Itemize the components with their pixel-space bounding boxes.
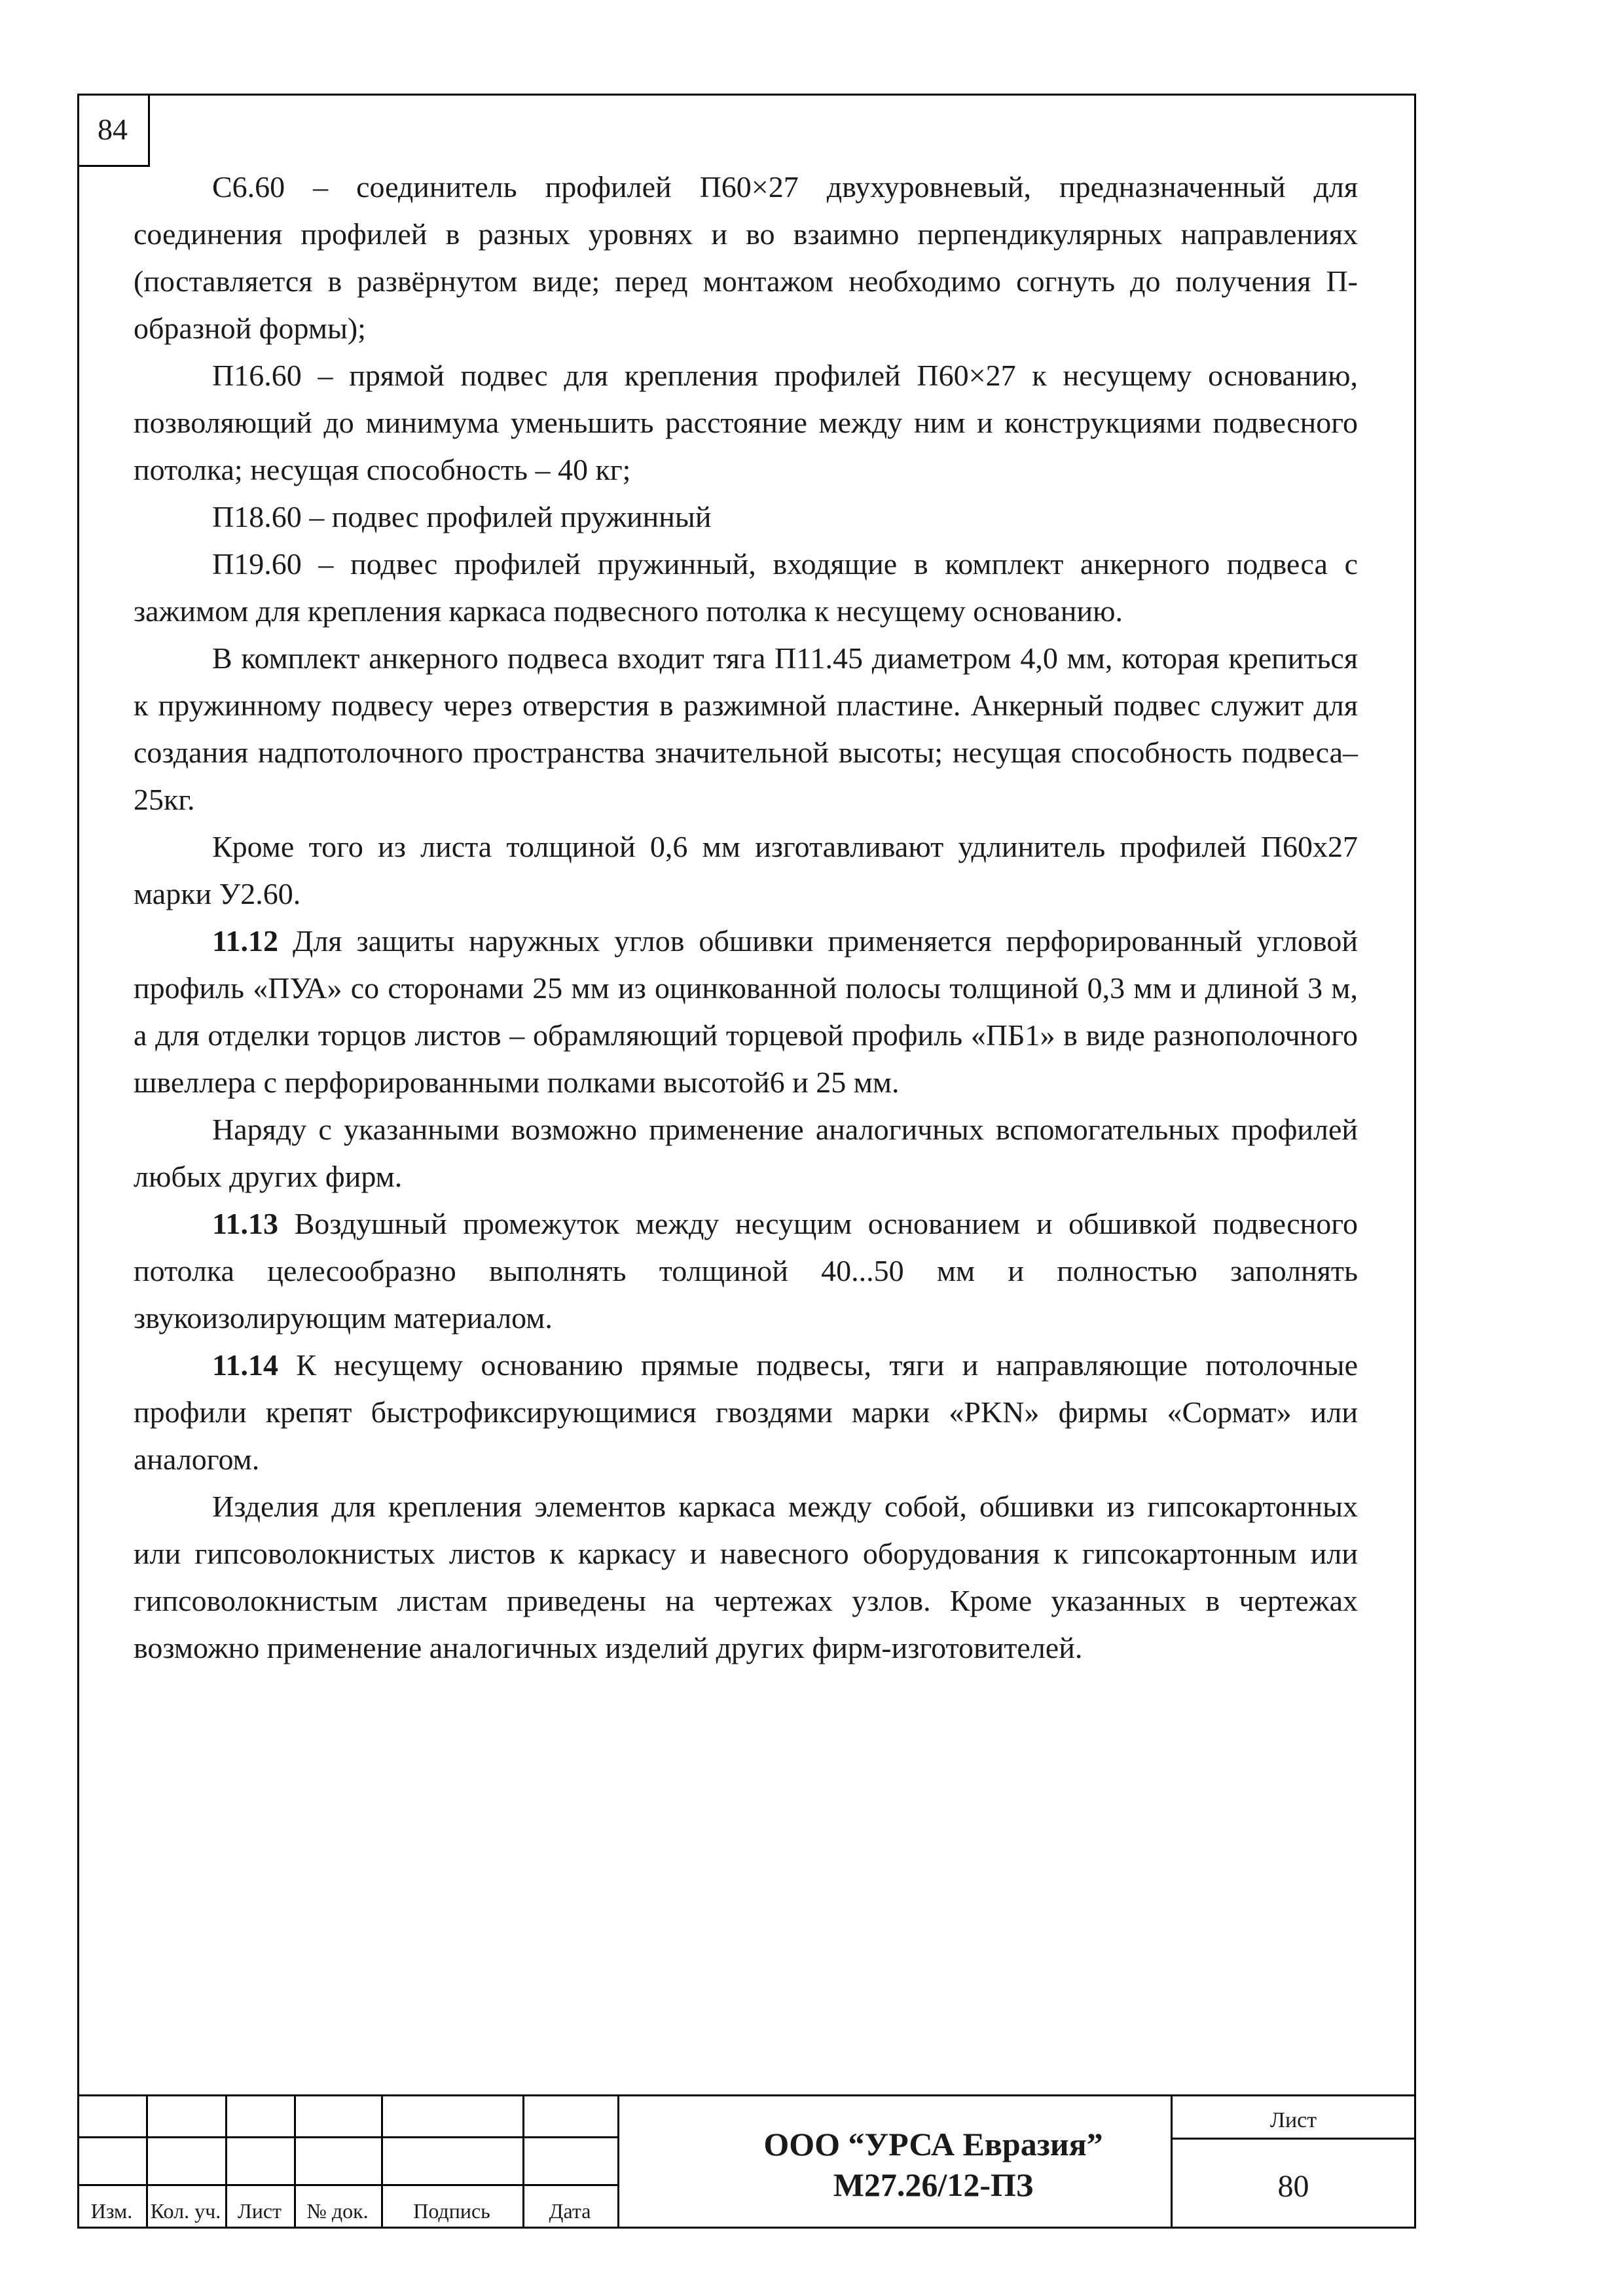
paragraph: Изделия для крепления элементов каркаса между собой, обшивки из гипсокартонных или гипсоволокнистых листов к каркасу и навесного оборудования к гипсокартонным или гипсоволокнистым листам приведены на чертежах узлов. Кроме указанных в чертежах возможно применение аналогичных изделий других фирм-изготовителей. <box>134 1490 1358 1664</box>
title-block <box>77 2094 1416 2229</box>
document-code: М27.26/12-ПЗ <box>833 2166 1034 2203</box>
divider <box>77 2184 617 2186</box>
paragraph: П18.60 – подвес профилей пружинный <box>212 500 712 533</box>
stamp-col-label: Подпись <box>413 2199 490 2223</box>
section-number: 11.13 <box>212 1207 278 1240</box>
paragraph: П19.60 – подвес профилей пружинный, входящие в комплект анкерного подвеса с зажимом для крепления каркаса подвесного потолка к несущему основанию. <box>134 547 1358 628</box>
section-paragraph-11-13: 11.13 Воздушный промежуток между несущим основанием и обшивкой подвесного потолка целесообразно выполнять толщиной 40...50 мм и полностью заполнять звукоизолирующим материалом. <box>134 1207 1358 1335</box>
paragraph: П16.60 – прямой подвес для крепления профилей П60×27 к несущему основанию, позволяющий до минимума уменьшить расстояние между ним и конструкциями подвесного потолка; несущая способность – 40 кг; <box>134 359 1358 486</box>
divider <box>617 2096 619 2229</box>
paragraph: В комплект анкерного подвеса входит тяга П11.45 диаметром 4,0 мм, которая крепиться к пружинному подвесу через отверстия в разжимной пластине. Анкерный подвес служит для создания надпотолочного пространства значительной высоты; несущая способность подвеса–25кг. <box>134 641 1358 816</box>
paragraph: Кроме того из листа толщиной 0,6 мм изготавливают удлинитель профилей П60х27 марки У2.60. <box>134 830 1358 910</box>
document-body <box>134 164 1358 1672</box>
stamp-col-label: Дата <box>549 2199 591 2223</box>
sheet-number: 80 <box>1277 2169 1309 2204</box>
section-paragraph-11-14: 11.14 К несущему основанию прямые подвесы, тяги и направляющие потолочные профили крепят быстрофиксирующимися гвоздями марки «PKN» фирмы «Сормат» или аналогом. <box>134 1348 1358 1476</box>
divider <box>77 2136 617 2138</box>
stamp-col-label: Кол. уч. <box>150 2199 221 2223</box>
paragraph: С6.60 – соединитель профилей П60×27 двухуровневый, предназначенный для соединения профилей в разных уровнях и во взаимно перпендикулярных направлениях (поставляется в развёрнутом виде; перед монтажом необходимо согнуть до получения П-образной формы); <box>134 170 1358 345</box>
paragraph: Наряду с указанными возможно применение аналогичных вспомогательных профилей любых других фирм. <box>134 1113 1358 1193</box>
section-paragraph-11-12: 11.12 Для защиты наружных углов обшивки применяется перфорированный угловой профиль «ПУА» со сторонами 25 мм из оцинкованной полосы толщиной 0,3 мм и длиной 3 м, а для отделки торцов листов – обрамляющий торцевой профиль «ПБ1» в виде разнополочного швеллера с перфорированными полками высотой6 и 25 мм. <box>134 924 1358 1099</box>
stamp-col-label: Лист <box>237 2199 282 2223</box>
stamp-col-label: № док. <box>306 2199 369 2223</box>
page-corner-number: 84 <box>77 94 150 167</box>
section-number: 11.12 <box>212 924 278 958</box>
sheet-label: Лист <box>1269 2108 1317 2132</box>
section-number: 11.14 <box>212 1348 278 1382</box>
stamp-col-label: Изм. <box>90 2199 133 2223</box>
company-name: ООО “УРСА Евразия” <box>763 2126 1103 2162</box>
